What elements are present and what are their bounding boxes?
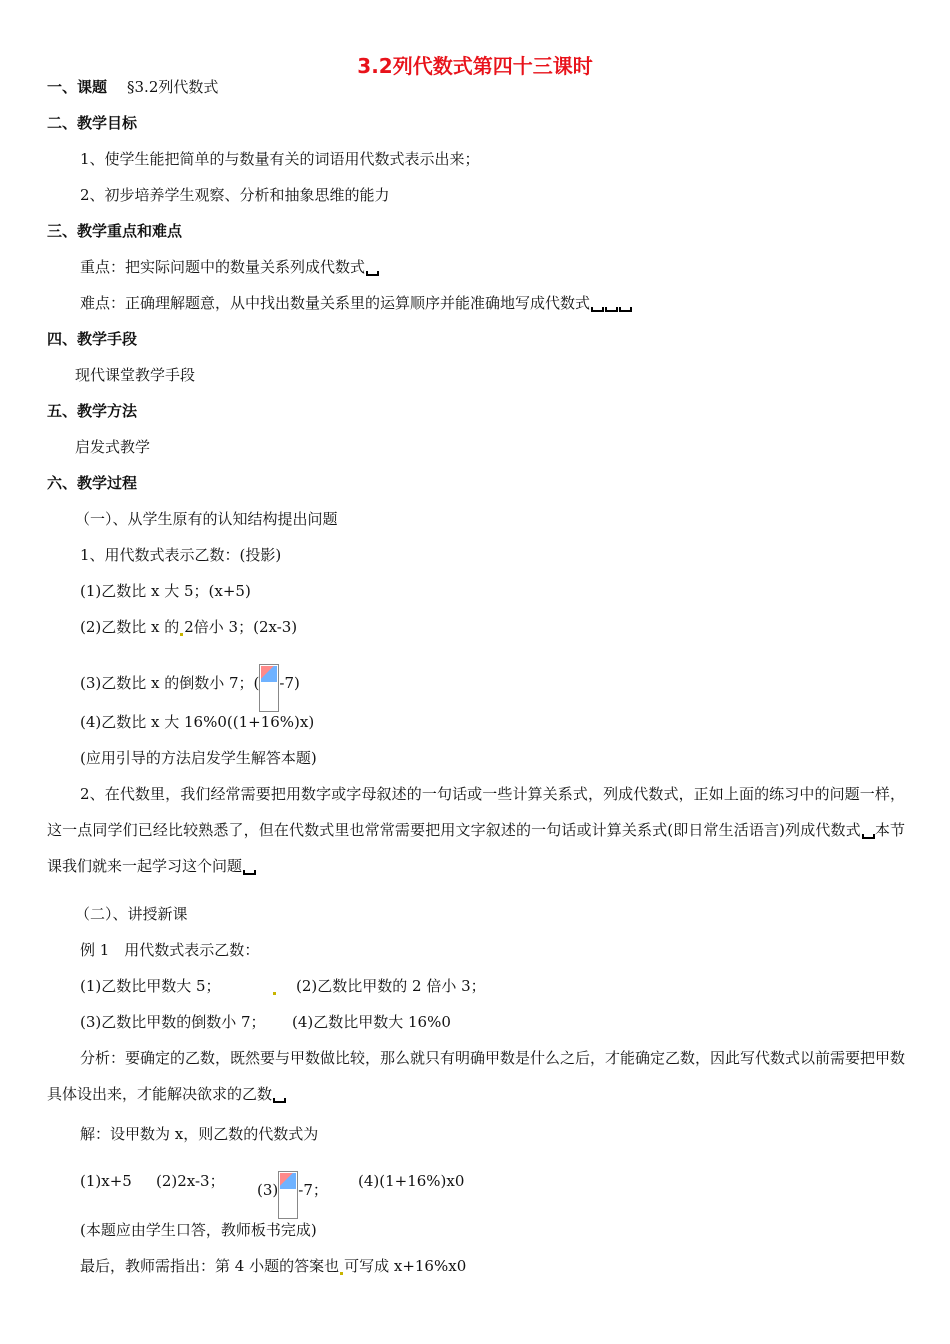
fraction-image-icon — [278, 1171, 298, 1219]
fraction-image-icon — [259, 664, 279, 712]
section-3-heading: 三、教学重点和难点 — [47, 222, 183, 240]
part-2-heading: （二）、讲授新课 — [75, 905, 188, 923]
question-3: (3)乙数比 x 的倒数小 7；( -7) — [80, 664, 300, 712]
example-1-a: (1)乙数比甲数大 5； — [80, 977, 221, 995]
question-1: (1)乙数比 x 大 5；(x+5) — [80, 582, 251, 600]
analysis-paragraph: 分析：要确定的乙数，既然要与甲数做比较，那么就只有明确甲数是什么之后，才能确定乙数，因此写代数式以前需要把甲数具体设出来，才能解决欲求的乙数 — [47, 1049, 906, 1103]
final-remark: 最后，教师需指出：第 4 小题的答案也 可写成 x+16%x0 — [80, 1257, 467, 1275]
paragraph-2: 2、在代数里，我们经常需要把用数字或字母叙述的一句话或一些计算关系式，列成代数式，正如上面的练习中的问题一样，这一点同学们已经比较熟悉了，但在代数式里也常常需要把用文字叙述的一句话或计算关系式(即日常生活语言)列成代数式 本节课我们就来一起学习这个问题 — [47, 785, 905, 875]
question-intro: 1、用代数式表示乙数：(投影) — [80, 546, 282, 564]
decor-dot — [272, 976, 277, 996]
section-1-topic: §3.2列代数式 — [127, 78, 219, 96]
section-1-heading — [47, 77, 218, 97]
objective-2: 2、初步培养学生观察、分析和抽象思维的能力 — [80, 186, 390, 204]
section-5-heading: 五、教学方法 — [47, 402, 138, 420]
answer-1: (1)x+5 — [80, 1172, 132, 1190]
section-4-heading: 四、教学手段 — [47, 330, 138, 348]
teaching-method: 启发式教学 — [75, 438, 151, 456]
solution-intro: 解：设甲数为 x，则乙数的代数式为 — [80, 1125, 319, 1143]
question-4: (4)乙数比 x 大 16%0((1+16%)x) — [80, 713, 315, 731]
difficult-point: 难点：正确理解题意，从中找出数量关系里的运算顺序并能准确地写成代数式 — [80, 293, 632, 313]
page-title: 3.2列代数式第四十三课时 — [357, 54, 593, 78]
part-1-heading: （一）、从学生原有的认知结构提出问题 — [75, 510, 338, 528]
answer-4: (4)(1+16%)x0 — [358, 1172, 465, 1190]
note-1: (应用引导的方法启发学生解答本题) — [80, 749, 317, 767]
example-1-d: (4)乙数比甲数大 16%0 — [292, 1013, 451, 1031]
example-1: 例 1 用代数式表示乙数： — [80, 941, 260, 959]
example-1-b: (2)乙数比甲数的 2 倍小 3； — [296, 977, 486, 995]
section-6-heading: 六、教学过程 — [47, 474, 138, 492]
answer-2: (2)2x-3； — [156, 1172, 225, 1190]
example-1-c: (3)乙数比甲数的倒数小 7； — [80, 1013, 266, 1031]
note-2: (本题应由学生口答，教师板书完成) — [80, 1221, 317, 1239]
teaching-means: 现代课堂教学手段 — [75, 366, 196, 384]
objective-1: 1、使学生能把简单的与数量有关的词语用代数式表示出来； — [80, 150, 480, 168]
answer-3: (3) -7； — [257, 1171, 328, 1219]
section-2-heading: 二、教学目标 — [47, 114, 138, 132]
key-point: 重点：把实际问题中的数量关系列成代数式 — [80, 257, 379, 277]
question-2: (2)乙数比 x 的 2倍小 3；(2x-3) — [80, 618, 298, 636]
section-1-label: 一、课题 — [47, 78, 108, 96]
